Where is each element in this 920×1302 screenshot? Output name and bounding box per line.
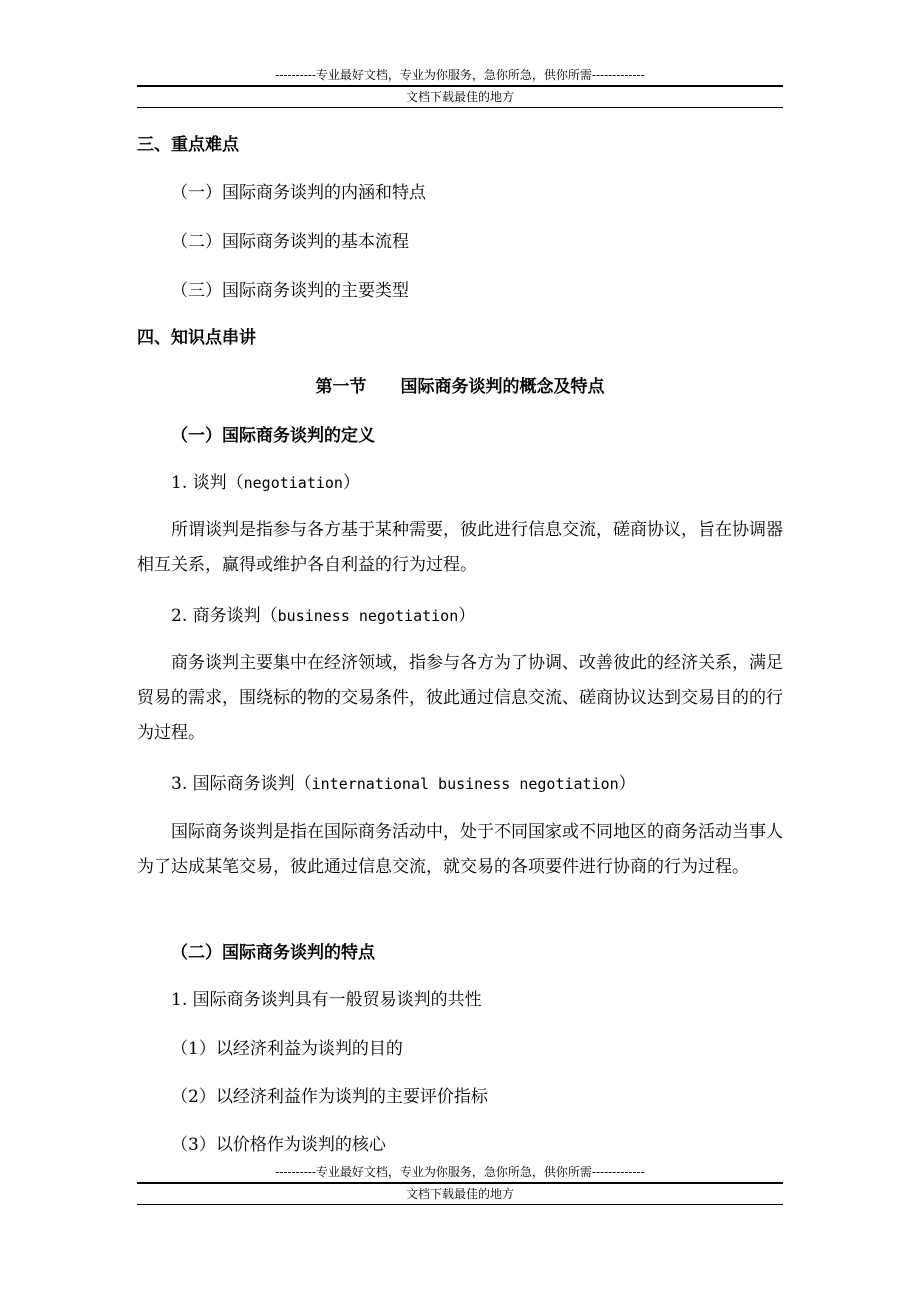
- item-number-label: 1. 谈判（: [171, 473, 244, 493]
- definition-paragraph: 国际商务谈判是指在国际商务活动中，处于不同国家或不同地区的商务活动当事人为了达成某笔交易，彼此通过信息交流，就交易的各项要件进行协商的行为过程。: [137, 822, 783, 877]
- key-point-item: （一）国际商务谈判的内涵和特点: [171, 183, 426, 203]
- footer-rule-top: [137, 1182, 783, 1184]
- footer-tagline: ----------专业最好文档，专业为你服务，急你所急，供你所需-------------: [275, 1165, 645, 1179]
- chapter-title: 第一节 国际商务谈判的概念及特点: [315, 377, 605, 397]
- footer-rule-bottom: [137, 1204, 783, 1205]
- subsection-heading-features: （二）国际商务谈判的特点: [171, 943, 375, 963]
- header-tagline: ----------专业最好文档，专业为你服务，急你所急，供你所需-------------: [275, 68, 645, 82]
- item-close: ）: [342, 473, 360, 493]
- subsection-heading-definition: （一）国际商务谈判的定义: [171, 426, 375, 446]
- definition-item-label: [171, 773, 636, 795]
- item-close: ）: [618, 774, 636, 794]
- item-number-label: 3. 国际商务谈判（: [171, 774, 312, 794]
- english-term: business negotiation: [277, 607, 459, 625]
- item-close: ）: [458, 606, 476, 626]
- header-subtitle: 文档下载最佳的地方: [405, 90, 514, 104]
- key-point-item: （三）国际商务谈判的主要类型: [171, 281, 409, 301]
- feature-subpoint: （1）以经济利益为谈判的目的: [171, 1039, 403, 1059]
- english-term: international business negotiation: [311, 775, 619, 793]
- key-point-item: （二）国际商务谈判的基本流程: [171, 232, 409, 252]
- section-heading-knowledge: 四、知识点串讲: [137, 328, 256, 348]
- definition-paragraph: 商务谈判主要集中在经济领域，指参与各方为了协调、改善彼此的经济关系，满足贸易的需求，围绕标的物的交易条件，彼此通过信息交流、磋商协议达到交易目的的行为过程。: [137, 653, 783, 743]
- feature-point: 1. 国际商务谈判具有一般贸易谈判的共性: [171, 990, 482, 1010]
- english-term: negotiation: [243, 474, 343, 492]
- header-rule-bottom: [137, 107, 783, 108]
- feature-subpoint: （2）以经济利益作为谈判的主要评价指标: [171, 1087, 488, 1107]
- feature-subpoint: （3）以价格作为谈判的核心: [171, 1135, 386, 1155]
- definition-item-label: [171, 472, 360, 494]
- footer-subtitle: 文档下载最佳的地方: [405, 1187, 514, 1201]
- definition-item-label: [171, 605, 475, 627]
- item-number-label: 2. 商务谈判（: [171, 606, 278, 626]
- section-heading-key-points: 三、重点难点: [137, 135, 239, 155]
- definition-paragraph: 所谓谈判是指参与各方基于某种需要，彼此进行信息交流，磋商协议，旨在协调器相互关系，赢得或维护各自利益的行为过程。: [137, 520, 783, 575]
- header-rule-top: [137, 85, 783, 87]
